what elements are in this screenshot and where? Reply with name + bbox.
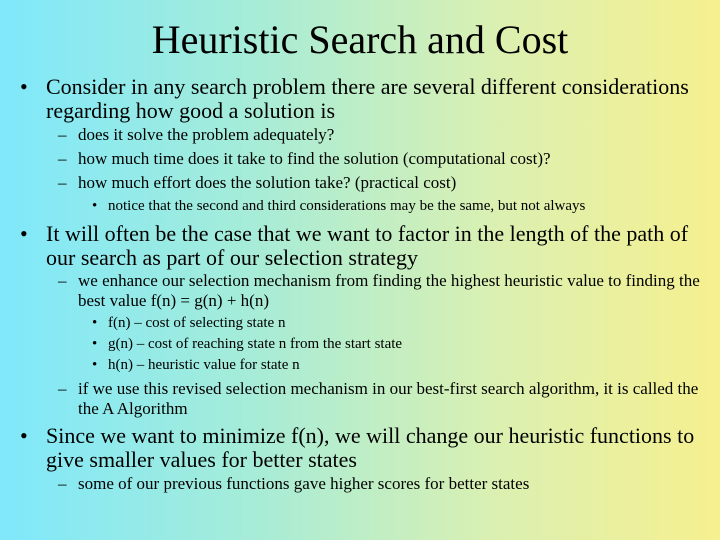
dash-marker: – bbox=[58, 149, 67, 168]
sub-bullet-1-3 bbox=[58, 173, 698, 193]
sub-bullet-text: some of our previous functions gave higher scores for better states bbox=[78, 474, 530, 493]
sub-bullet-text: does it solve the problem adequately? bbox=[78, 125, 335, 144]
bullet-marker: • bbox=[92, 198, 98, 214]
sub-sub-bullet-2-1-3 bbox=[92, 355, 702, 376]
dash-marker: – bbox=[58, 125, 67, 144]
sub-bullet-2-1 bbox=[58, 271, 703, 311]
sub-bullet-1-2 bbox=[58, 149, 698, 169]
slide-title: Heuristic Search and Cost bbox=[151, 17, 569, 62]
sub-sub-bullet-2-1-1 bbox=[92, 313, 702, 334]
dash-marker: – bbox=[58, 474, 67, 493]
sub-sub-bullet-text: g(n) – cost of reaching state n from the start state bbox=[108, 336, 403, 352]
dash-marker: – bbox=[58, 271, 67, 290]
bullet-1 bbox=[20, 75, 700, 123]
bullet-marker: • bbox=[20, 221, 28, 246]
bullet-marker: • bbox=[92, 315, 98, 331]
sub-sub-bullet-2-1-2 bbox=[92, 334, 702, 355]
sub-bullet-text: if we use this revised selection mechanism in our best-first search algorithm, it is called the the A Algorithm bbox=[78, 379, 699, 418]
bullet-text: Consider in any search problem there are several different considerations regarding how good a solution is bbox=[46, 74, 689, 123]
sub-sub-bullet-text: f(n) – cost of selecting state n bbox=[108, 315, 286, 331]
sub-bullet-text: how much effort does the solution take? (practical cost) bbox=[78, 173, 457, 192]
sub-bullet-text: how much time does it take to find the solution (computational cost)? bbox=[78, 149, 551, 168]
sub-sub-bullet-1-3-1 bbox=[92, 196, 702, 217]
dash-marker: – bbox=[58, 379, 67, 398]
bullet-3 bbox=[20, 424, 700, 472]
sub-bullet-2-2 bbox=[58, 379, 703, 419]
bullet-2 bbox=[20, 222, 700, 270]
sub-bullet-1-1 bbox=[58, 125, 698, 145]
sub-sub-bullet-text: notice that the second and third considerations may be the same, but not always bbox=[108, 198, 586, 214]
bullet-marker: • bbox=[92, 357, 98, 373]
sub-sub-bullet-text: h(n) – heuristic value for state n bbox=[108, 357, 300, 373]
bullet-text: Since we want to minimize f(n), we will change our heuristic functions to give smaller values for better states bbox=[46, 423, 695, 472]
bullet-marker: • bbox=[20, 74, 28, 99]
bullet-marker: • bbox=[92, 336, 98, 352]
bullet-marker: • bbox=[20, 423, 28, 448]
dash-marker: – bbox=[58, 173, 67, 192]
sub-bullet-text: we enhance our selection mechanism from finding the highest heuristic value to finding the best value f(n) = g(n) + h(n) bbox=[78, 271, 700, 310]
sub-bullet-3-1 bbox=[58, 474, 698, 494]
bullet-text: It will often be the case that we want to factor in the length of the path of our search as part of our selection strategy bbox=[46, 221, 689, 270]
